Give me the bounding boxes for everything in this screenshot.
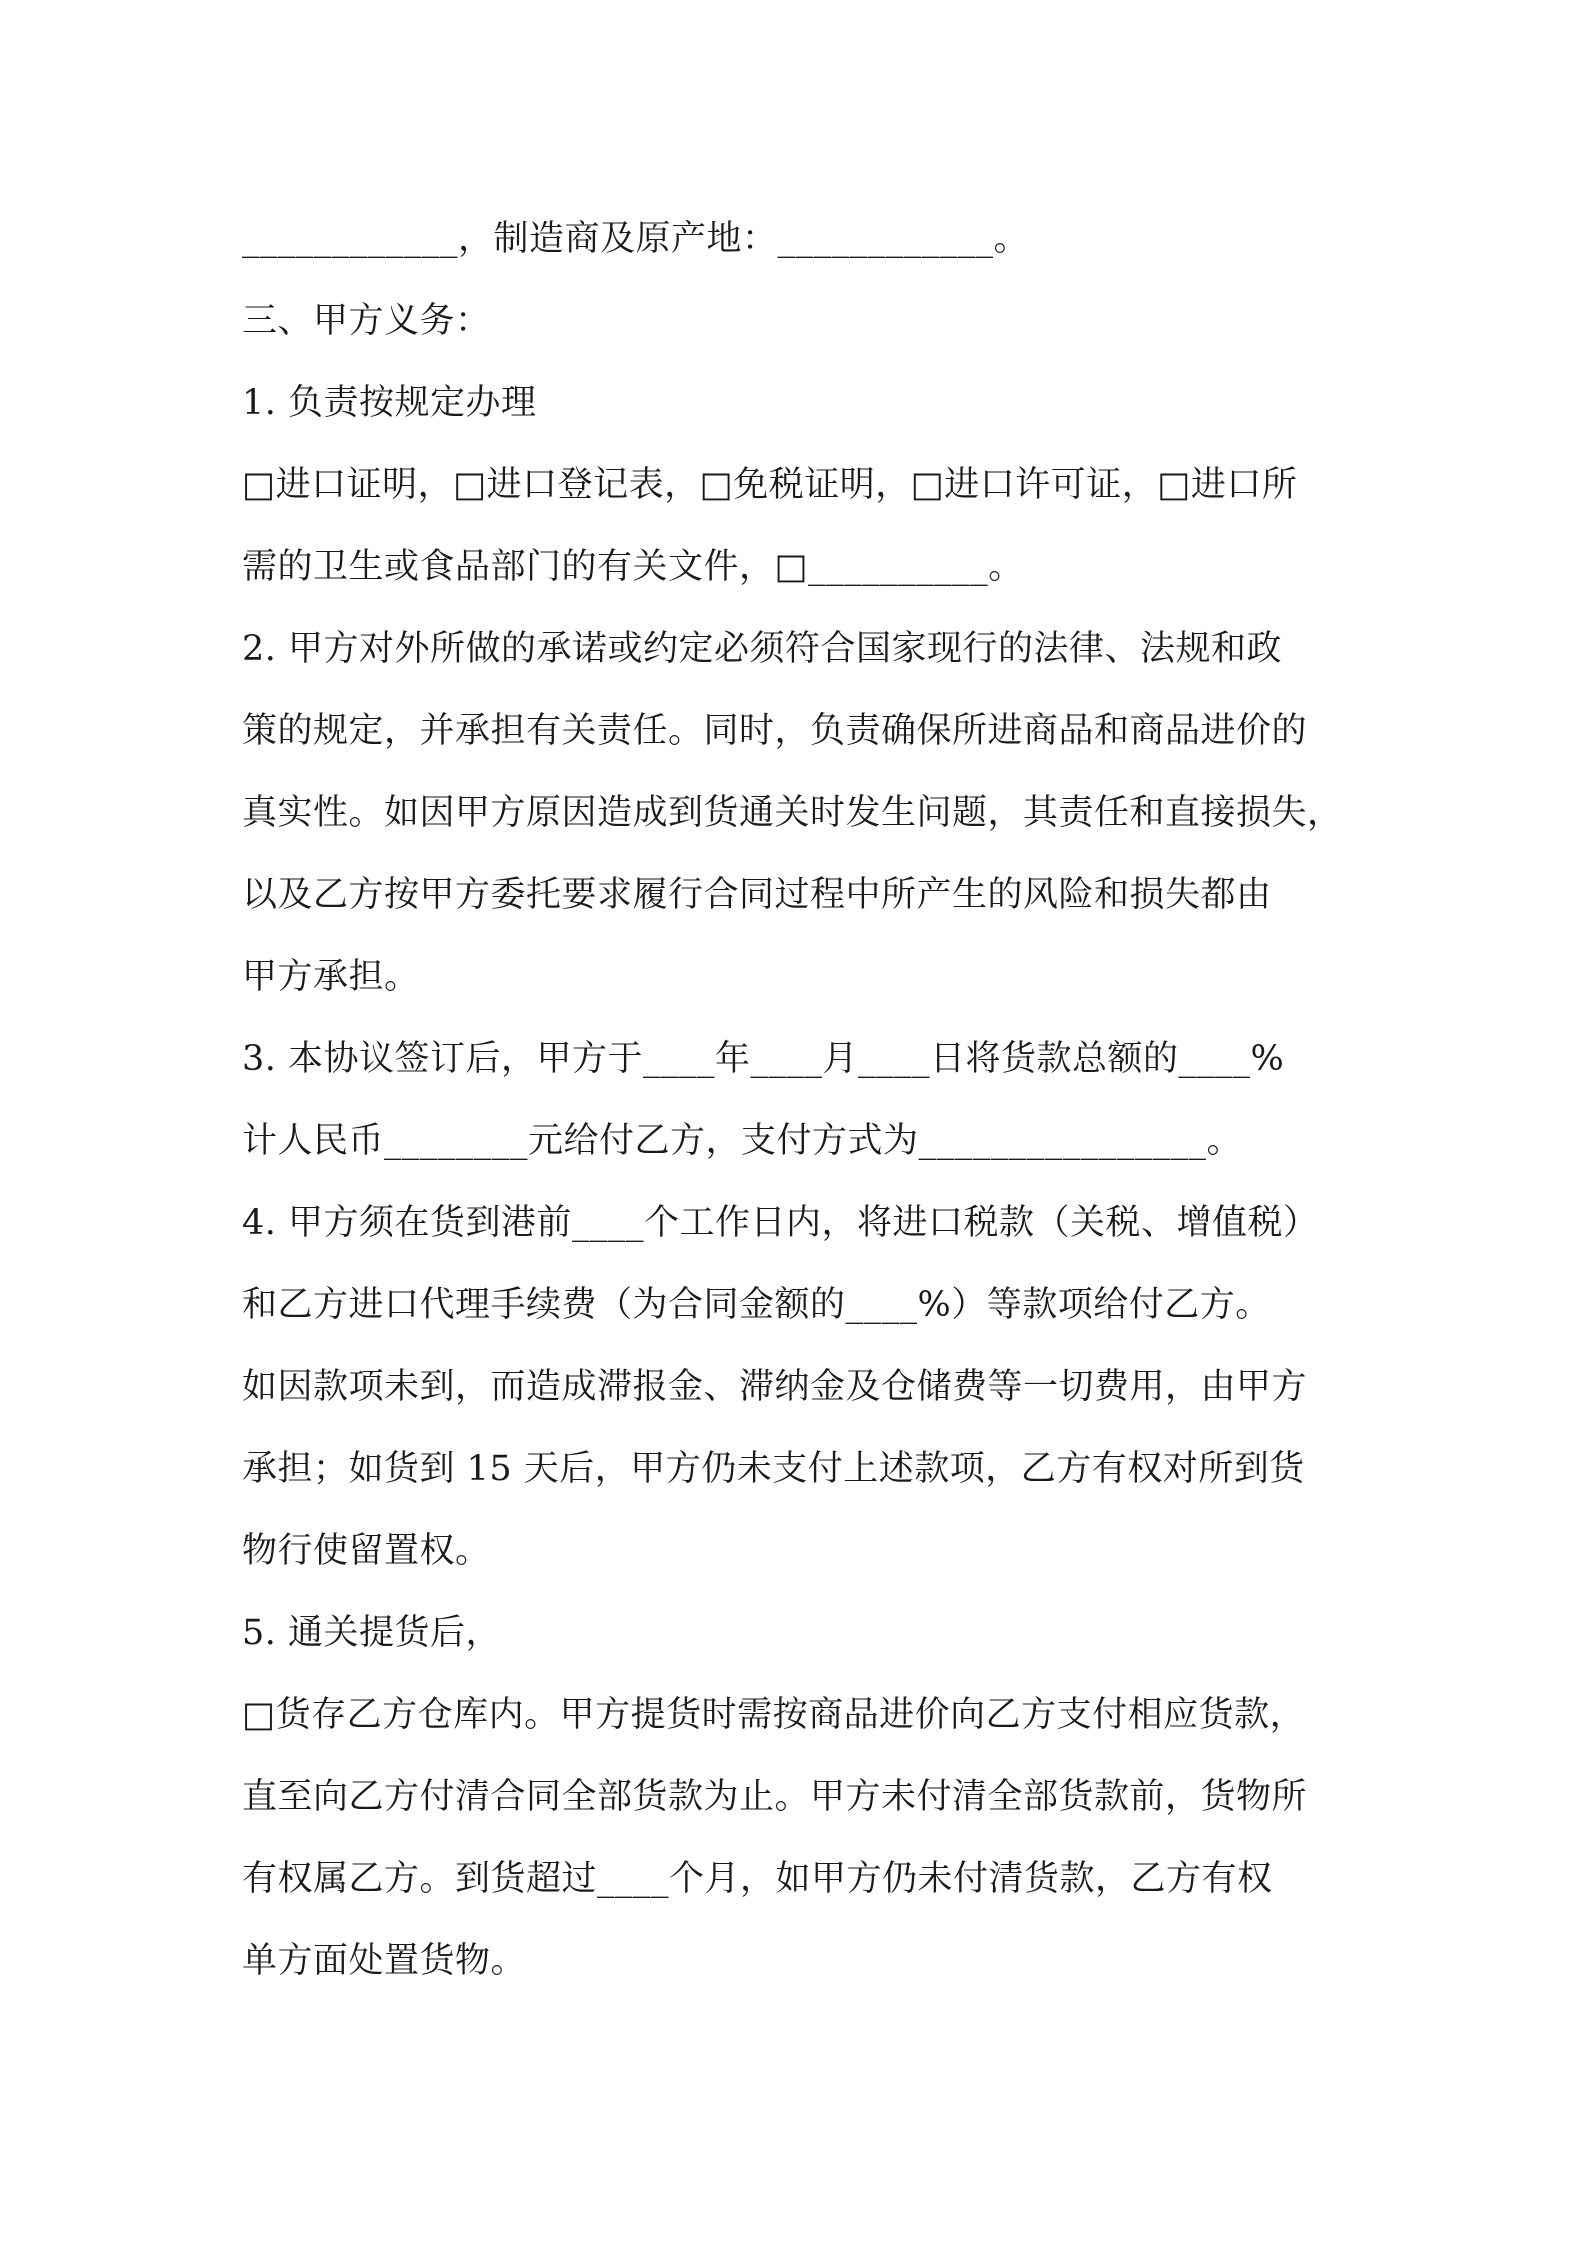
text-line: 4. 甲方须在货到港前____个工作日内，将进口税款（关税、增值税）	[242, 1203, 1319, 1243]
text-line: 单方面处置货物。	[242, 1941, 527, 1981]
text-line: 需的卫生或食品部门的有关文件，□__________。	[242, 547, 1024, 587]
text-line: ____________，制造商及原产地：____________。	[242, 219, 1030, 259]
text-line: □进口证明，□进口登记表，□免税证明，□进口许可证，□进口所	[242, 465, 1298, 505]
text-line: 直至向乙方付清合同全部货款为止。甲方未付清全部货款前，货物所	[242, 1777, 1308, 1817]
text-line: 甲方承担。	[242, 957, 420, 997]
text-line: 计人民币________元给付乙方，支付方式为________________。	[242, 1121, 1243, 1161]
text-line: 以及乙方按甲方委托要求履行合同过程中所产生的风险和损失都由	[242, 875, 1272, 915]
text-line: 有权属乙方。到货超过____个月，如甲方仍未付清货款，乙方有权	[242, 1859, 1273, 1899]
text-line: 5. 通关提货后，	[242, 1613, 502, 1653]
text-line: 2. 甲方对外所做的承诺或约定必须符合国家现行的法律、法规和政	[242, 629, 1283, 669]
section-heading: 三、甲方义务：	[242, 301, 491, 341]
text-line: 真实性。如因甲方原因造成到货通关时发生问题，其责任和直接损失，	[242, 793, 1343, 833]
text-line: 1. 负责按规定办理	[242, 383, 537, 423]
document-body	[242, 198, 1362, 2002]
text-line: 3. 本协议签订后，甲方于____年____月____日将货款总额的____%	[242, 1039, 1285, 1079]
text-line: 策的规定，并承担有关责任。同时，负责确保所进商品和商品进价的	[242, 711, 1308, 751]
text-line: 如因款项未到，而造成滞报金、滞纳金及仓储费等一切费用，由甲方	[242, 1367, 1308, 1407]
text-line: 承担；如货到 15 天后，甲方仍未支付上述款项，乙方有权对所到货	[242, 1449, 1305, 1489]
text-line: □货存乙方仓库内。甲方提货时需按商品进价向乙方支付相应货款，	[242, 1695, 1306, 1735]
text-line: 和乙方进口代理手续费（为合同金额的____%）等款项给付乙方。	[242, 1285, 1271, 1325]
text-line: 物行使留置权。	[242, 1531, 491, 1571]
